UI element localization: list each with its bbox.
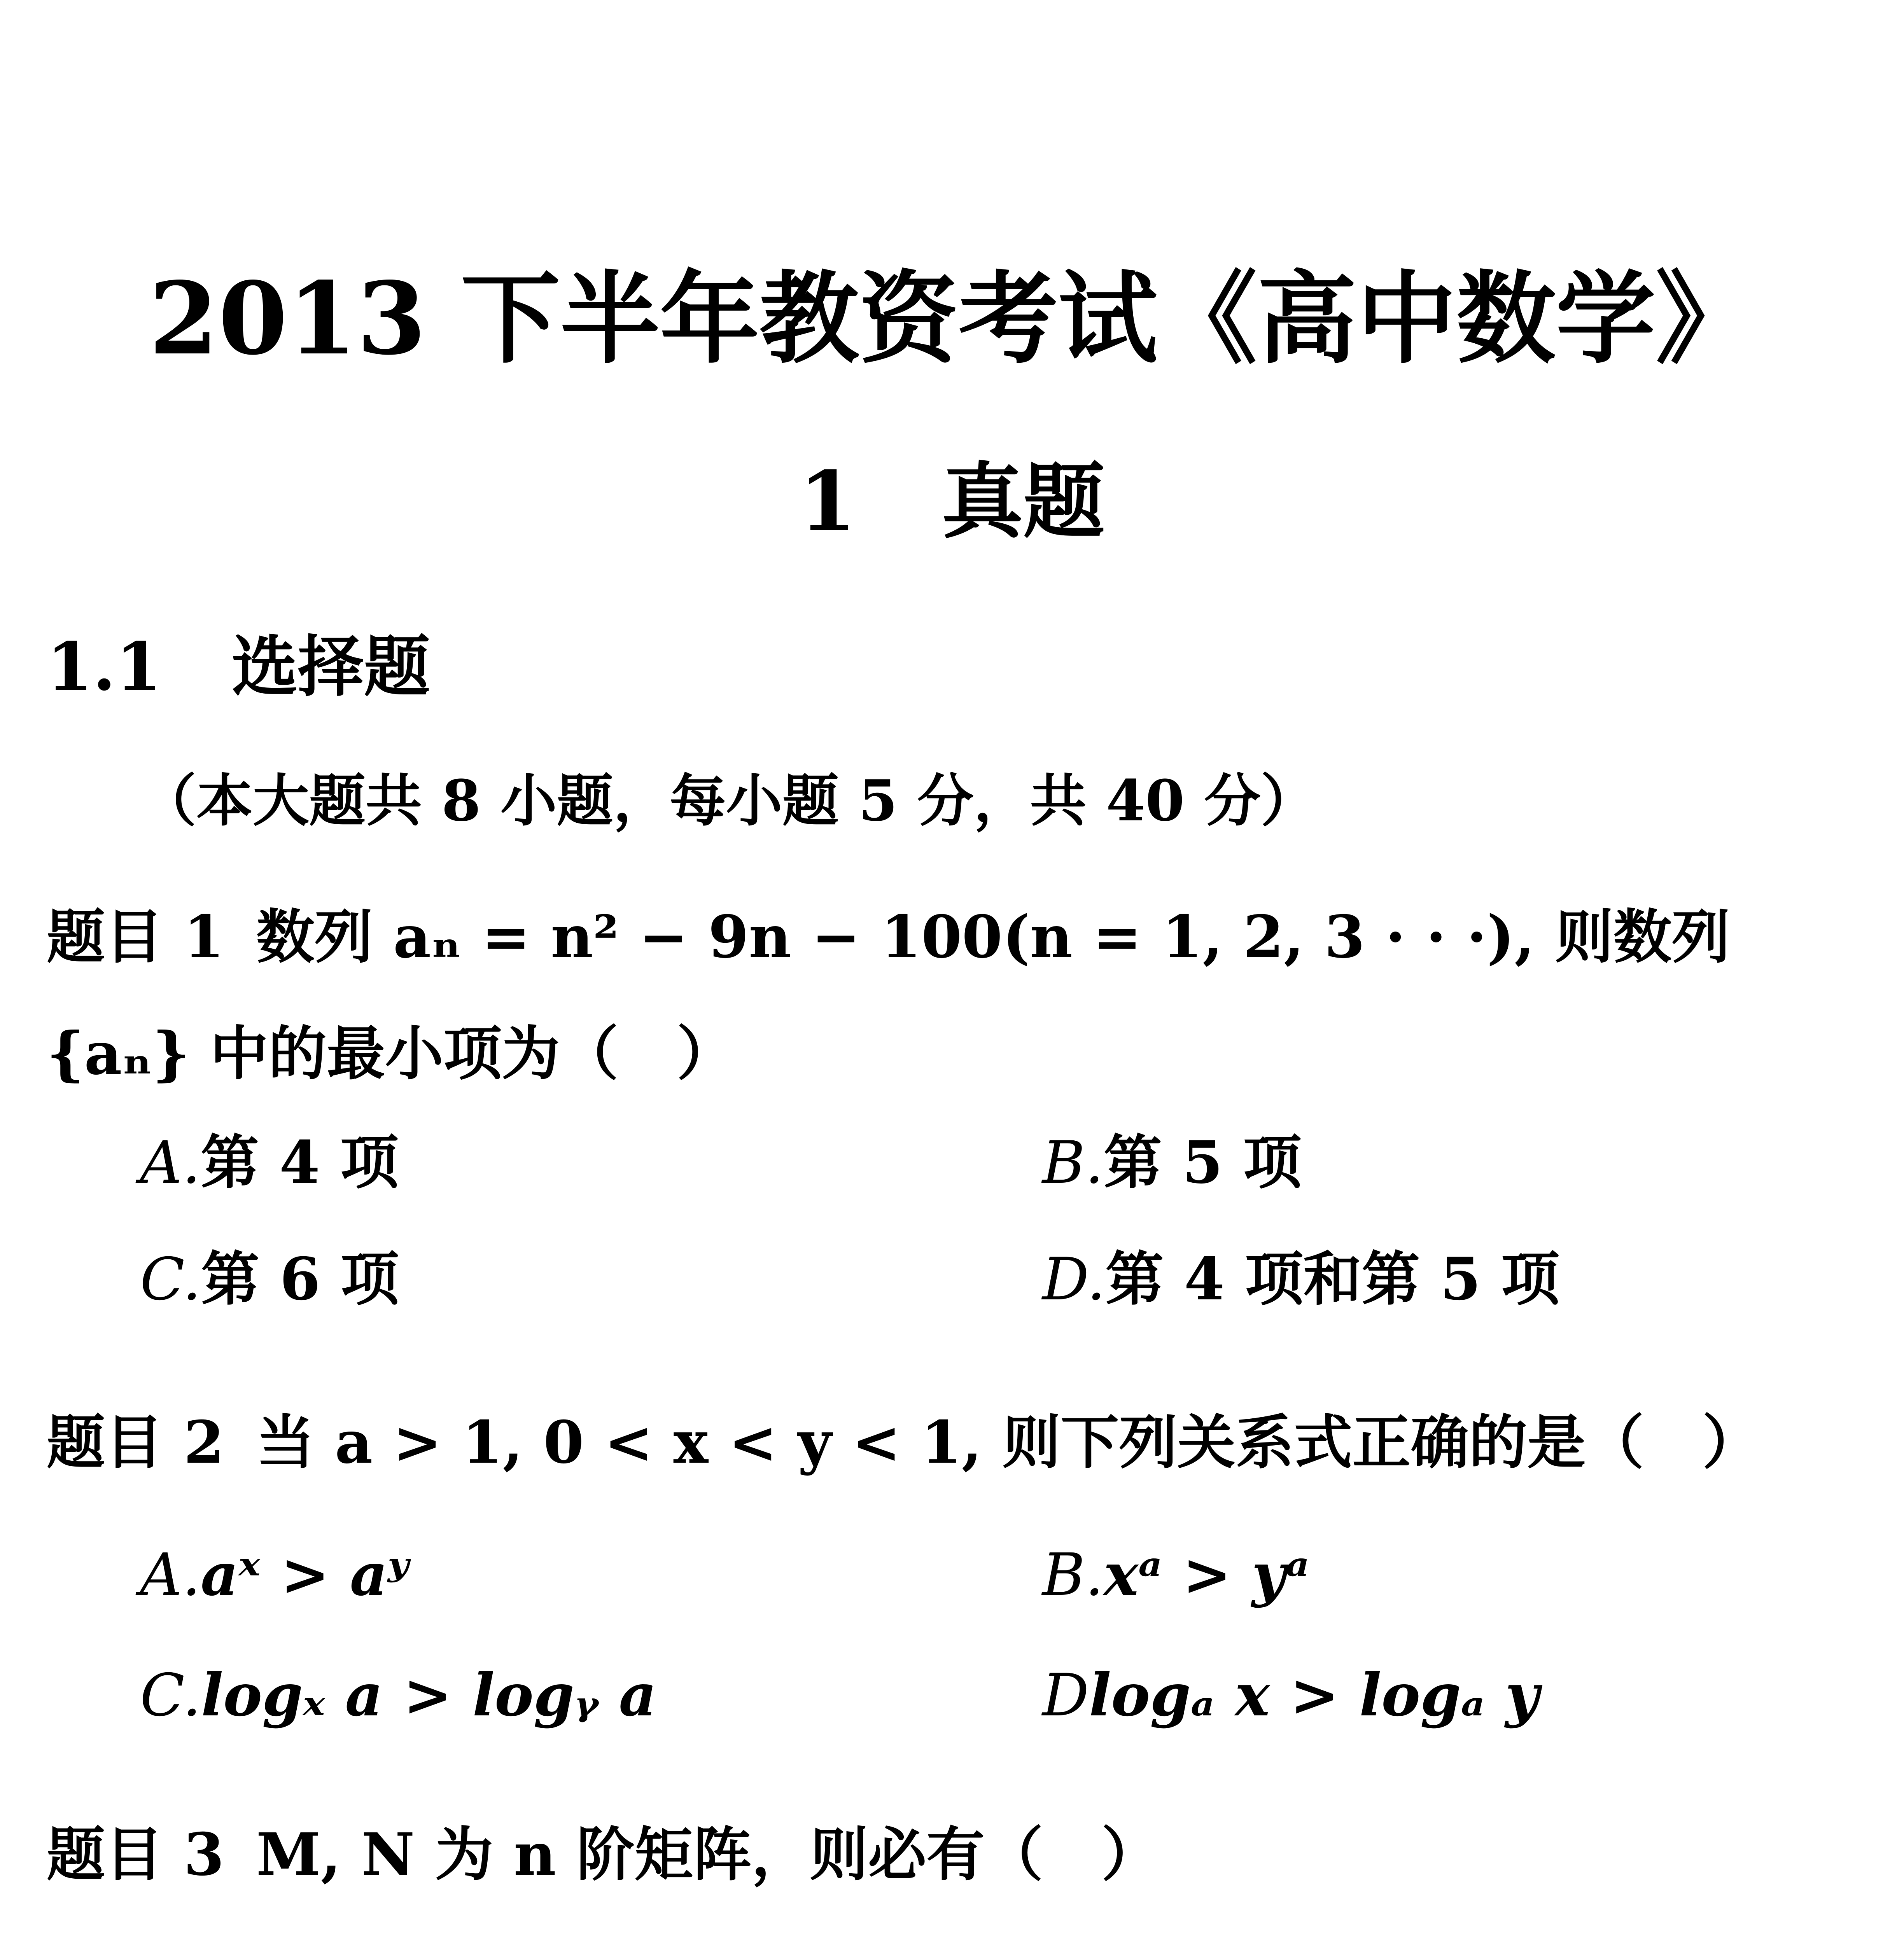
section-note: （本大题共 8 小题，每小题 5 分，共 40 分） bbox=[140, 768, 1317, 834]
subsection-number: 1.1 bbox=[47, 628, 162, 706]
option-a bbox=[140, 1120, 399, 1206]
option-b bbox=[1042, 1120, 1302, 1206]
question-label: 题目 2 bbox=[47, 1408, 224, 1477]
option-c bbox=[140, 1652, 657, 1738]
question-text: M, N 为 n 阶矩阵，则必有（ ） bbox=[256, 1820, 1160, 1889]
section-heading bbox=[0, 447, 1904, 556]
option-text: 第 6 项 bbox=[201, 1245, 399, 1313]
option-c bbox=[140, 1236, 399, 1322]
option-a bbox=[140, 1532, 409, 1618]
option-letter: A. bbox=[140, 1129, 201, 1197]
subsection-heading bbox=[47, 622, 430, 712]
option-letter: B. bbox=[1042, 1541, 1104, 1609]
question-text: 数列 aₙ = n² − 9n − 100(n = 1, 2, 3 · · ·), 则数列 {aₙ} 中的最小项为（ ） bbox=[47, 903, 1730, 1088]
section-number: 1 bbox=[799, 453, 856, 549]
option-text: 第 4 项和第 5 项 bbox=[1105, 1245, 1560, 1313]
option-d bbox=[1042, 1652, 1539, 1738]
option-letter: C. bbox=[140, 1662, 201, 1729]
question-label: 题目 1 bbox=[47, 903, 224, 971]
option-text: 第 4 项 bbox=[201, 1128, 399, 1197]
option-letter: D bbox=[1042, 1662, 1089, 1729]
document-title: 2013 下半年教资考试《高中数学》 bbox=[149, 260, 1755, 377]
option-text: logₐ x > logₐ y bbox=[1089, 1661, 1539, 1729]
option-text: 第 5 项 bbox=[1103, 1128, 1302, 1197]
option-letter: A. bbox=[140, 1541, 201, 1609]
question-1 bbox=[47, 879, 1867, 1112]
section-title: 真题 bbox=[942, 453, 1105, 549]
option-d bbox=[1042, 1236, 1559, 1322]
question-2 bbox=[47, 1384, 1867, 1501]
question-label: 题目 3 bbox=[47, 1820, 224, 1889]
option-letter: C. bbox=[140, 1246, 201, 1313]
question-3 bbox=[47, 1796, 1867, 1913]
subsection-title: 选择题 bbox=[231, 628, 430, 706]
option-b bbox=[1042, 1532, 1309, 1618]
option-letter: B. bbox=[1042, 1129, 1104, 1197]
option-text: logₓ a > logᵧ a bbox=[201, 1661, 657, 1729]
option-letter: D. bbox=[1042, 1246, 1106, 1313]
question-text: 当 a > 1, 0 < x < y < 1, 则下列关系式正确的是（ ） bbox=[256, 1408, 1761, 1477]
option-text: aˣ > aʸ bbox=[201, 1540, 409, 1609]
option-text: xᵃ > yᵃ bbox=[1103, 1540, 1310, 1609]
